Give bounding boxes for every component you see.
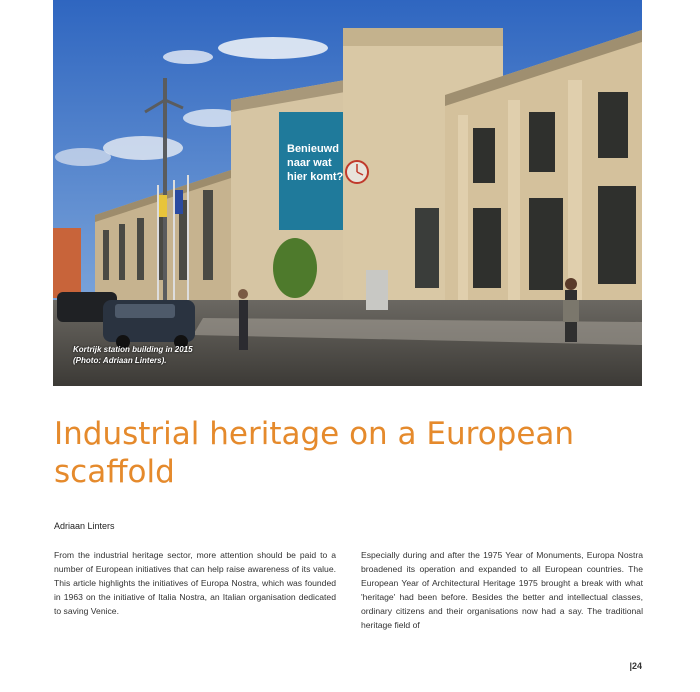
title-line-1: Industrial heritage on a European <box>54 416 575 452</box>
author-name: Adriaan Linters <box>54 521 115 531</box>
column-right-text: Especially during and after the 1975 Year of Monuments, Europa Nostra broadened its operation and expanded to all European countries. The European Year of Architectural Heritage 1975 brought a break with what 'heritage' had been before. Besides the better and intellectual classes, ordinary citizens and their organisations now had a say. The traditional heritage field of <box>361 550 643 630</box>
banner-line-2: naar wat <box>287 157 332 169</box>
caption-line-2: (Photo: Adriaan Linters). <box>73 356 167 365</box>
banner-line-3: hier komt? <box>287 171 344 183</box>
article-title <box>54 415 654 491</box>
station-photo <box>53 0 642 386</box>
banner-line-1: Benieuwd <box>287 143 339 155</box>
caption-line-1: Kortrijk station building in 2015 <box>73 345 193 354</box>
column-left-text: From the industrial heritage sector, more attention should be paid to a number of European initiatives that can help raise awareness of its value. This article highlights the initiatives of Europa Nostra, which was founded in 1963 on the initiative of Italia Nostra, an Italian organisation dedicated to saving Venice. <box>54 550 336 616</box>
page-number: |24 <box>629 661 642 671</box>
station-illustration <box>53 0 642 386</box>
photo-caption <box>73 344 193 366</box>
title-line-2: scaffold <box>54 454 175 490</box>
